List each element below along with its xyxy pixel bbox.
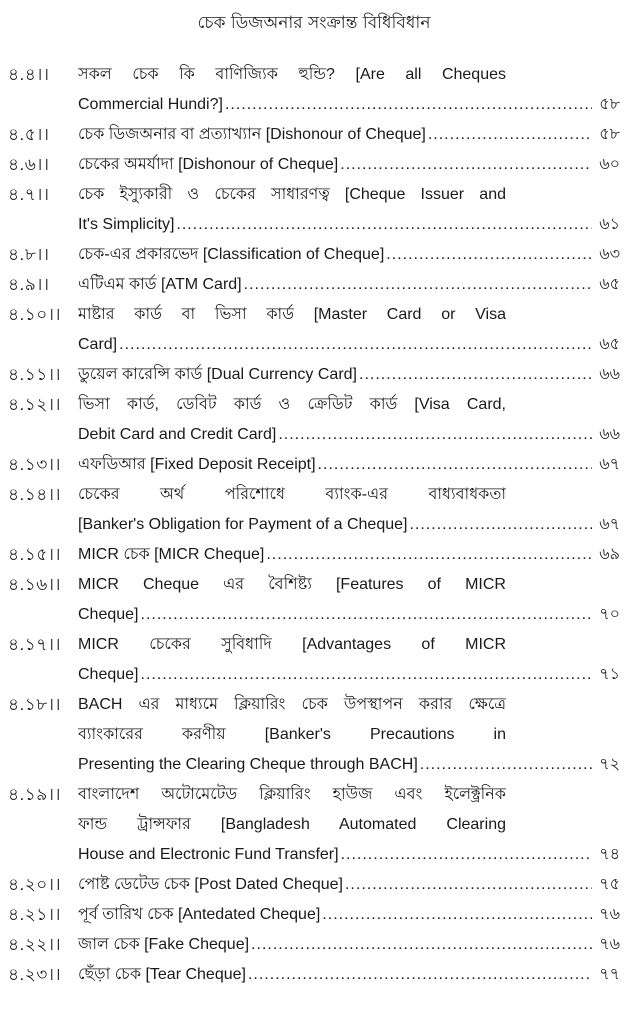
entry-number: ৪.১০।। [8, 305, 61, 324]
entry-number: ৪.৭।। [8, 185, 50, 204]
entry-last-line [78, 330, 620, 360]
toc-entry [8, 180, 620, 240]
entry-title: ডুয়েল কারেন্সি কার্ড [Dual Currency Card] [78, 366, 358, 383]
entry-title: MICR চেক [MICR Cheque] [78, 546, 265, 563]
entry-number: ৪.১৯।। [8, 785, 61, 804]
entry-body [78, 900, 620, 930]
entry-last-line [78, 870, 620, 900]
dot-leader [386, 240, 592, 270]
toc-entry [8, 300, 620, 360]
entry-last-line [78, 840, 620, 870]
entry-title: এফডিআর [Fixed Deposit Receipt] [78, 456, 316, 473]
page-number: ৬০ [599, 156, 620, 173]
toc-entry [8, 60, 620, 120]
entry-last-line [78, 450, 620, 480]
page-number: ৬৫ [599, 336, 620, 353]
page-number: ৭২ [599, 756, 620, 773]
entry-title: চেক-এর প্রকারভেদ [Classification of Cheque] [78, 246, 385, 263]
entry-title: চেকের অমর্যাদা [Dishonour of Cheque] [78, 156, 339, 173]
entry-last-line [78, 360, 620, 390]
entry-last-line [78, 150, 620, 180]
entry-title: Presenting the Clearing Cheque through BACH] [78, 756, 418, 773]
entry-number: ৪.২১।। [8, 905, 61, 924]
entry-number: ৪.৪।। [8, 65, 50, 84]
dot-leader [251, 930, 592, 960]
page-number: ৭৬ [599, 906, 620, 923]
page-number: ৬৭ [599, 516, 620, 533]
entry-body [78, 930, 620, 960]
page-number: ৫৮ [599, 96, 620, 113]
dot-leader [420, 750, 592, 780]
entry-body [78, 150, 620, 180]
page-number: ৭৭ [599, 966, 620, 983]
entry-body [78, 60, 620, 120]
dot-leader [359, 360, 592, 390]
table-of-contents [8, 60, 620, 990]
entry-last-line [78, 420, 620, 450]
page-number: ৭১ [599, 666, 620, 683]
entry-number: ৪.১৩।। [8, 455, 61, 474]
entry-body [78, 450, 620, 480]
entry-number: ৪.২০।। [8, 875, 62, 894]
entry-title-line: MICR চেকের সুবিধাদি [Advantages of MICR [78, 636, 506, 653]
entry-last-line [78, 210, 620, 240]
entry-number: ৪.৯।। [8, 275, 50, 294]
page-number: ৭০ [599, 606, 620, 623]
entry-last-line [78, 930, 620, 960]
entry-body [78, 540, 620, 570]
entry-last-line [78, 510, 620, 540]
entry-title: Cheque] [78, 606, 139, 623]
dot-leader [225, 90, 592, 120]
entry-number: ৪.১২।। [8, 395, 61, 414]
entry-number: ৪.১১।। [8, 365, 61, 384]
dot-leader [340, 150, 592, 180]
toc-entry [8, 960, 620, 990]
entry-body [78, 270, 620, 300]
entry-title: Card] [78, 336, 118, 353]
dot-leader [341, 840, 592, 870]
page-number: ৬৩ [599, 246, 620, 263]
entry-body [78, 120, 620, 150]
entry-title: চেক ডিজঅনার বা প্রত্যাখ্যান [Dishonour of Cheque] [78, 126, 426, 143]
toc-entry [8, 480, 620, 540]
entry-title-line: চেকের অর্থ পরিশোধে ব্যাংক-এর বাধ্যবাধকতা [78, 486, 506, 503]
entry-body [78, 570, 620, 630]
entry-last-line [78, 90, 620, 120]
toc-entry [8, 450, 620, 480]
toc-entry [8, 870, 620, 900]
entry-number: ৪.১৪।। [8, 485, 61, 504]
entry-body [78, 780, 620, 870]
entry-body [78, 240, 620, 270]
toc-entry [8, 120, 620, 150]
entry-title-line: BACH এর মাধ্যমে ক্লিয়ারিং চেক উপস্থাপন করার ক্ষেত্রে [78, 696, 506, 713]
entry-title: পোষ্ট ডেটেড চেক [Post Dated Cheque] [78, 876, 343, 893]
entry-body [78, 360, 620, 390]
dot-leader [176, 210, 592, 240]
entry-title: পূর্ব তারিখ চেক [Antedated Cheque] [78, 906, 321, 923]
entry-body [78, 870, 620, 900]
dot-leader [345, 870, 592, 900]
toc-entry [8, 540, 620, 570]
toc-entry [8, 780, 620, 870]
entry-title-line: ভিসা কার্ড, ডেবিট কার্ড ও ক্রেডিট কার্ড [Visa Card, [78, 396, 506, 413]
page-number: ৬৯ [599, 546, 620, 563]
entry-title: জাল চেক [Fake Cheque] [78, 936, 250, 953]
page-number: ৭৫ [599, 876, 620, 893]
toc-entry [8, 570, 620, 630]
page-number: ৬৫ [599, 276, 620, 293]
dot-leader [428, 120, 592, 150]
dot-leader [141, 660, 593, 690]
entry-title-line: MICR Cheque এর বৈশিষ্ট্য [Features of MICR [78, 576, 506, 593]
dot-leader [318, 450, 592, 480]
dot-leader [322, 900, 592, 930]
dot-leader [244, 270, 592, 300]
entry-title: It's Simplicity] [78, 216, 175, 233]
entry-number: ৪.১৫।। [8, 545, 61, 564]
toc-entry [8, 360, 620, 390]
entry-title: Cheque] [78, 666, 139, 683]
entry-body [78, 480, 620, 540]
page-number: ৬৬ [599, 366, 620, 383]
entry-title-line: সকল চেক কি বাণিজ্যিক হুন্ডি? [Are all Cheques [78, 66, 506, 83]
page-number: ৭৪ [599, 846, 620, 863]
toc-entry [8, 270, 620, 300]
dot-leader [248, 960, 592, 990]
entry-last-line [78, 600, 620, 630]
entry-number: ৪.২২।। [8, 935, 62, 954]
entry-body [78, 300, 620, 360]
entry-body [78, 630, 620, 690]
entry-number: ৪.১৭।। [8, 635, 61, 654]
toc-entry [8, 900, 620, 930]
entry-body [78, 390, 620, 450]
page-number: ৫৮ [599, 126, 620, 143]
entry-title: Commercial Hundi?] [78, 96, 223, 113]
dot-leader [141, 600, 593, 630]
toc-entry [8, 690, 620, 780]
entry-number: ৪.২৩।। [8, 965, 62, 984]
entry-title: ছেঁড়া চেক [Tear Cheque] [78, 966, 246, 983]
entry-number: ৪.৬।। [8, 155, 50, 174]
entry-last-line [78, 750, 620, 780]
entry-title-line: চেক ইস্যুকারী ও চেকের সাধারণত্ব [Cheque Issuer and [78, 186, 506, 203]
entry-title: Debit Card and Credit Card] [78, 426, 277, 443]
entry-number: ৪.৫।। [8, 125, 50, 144]
toc-entry [8, 240, 620, 270]
dot-leader [266, 540, 592, 570]
toc-entry [8, 390, 620, 450]
entry-last-line [78, 240, 620, 270]
entry-body [78, 690, 620, 780]
entry-title: এটিএম কার্ড [ATM Card] [78, 276, 242, 293]
page-number: ৬১ [599, 216, 620, 233]
page-number: ৬৬ [599, 426, 620, 443]
entry-body [78, 180, 620, 240]
entry-number: ৪.৮।। [8, 245, 50, 264]
toc-entry [8, 930, 620, 960]
dot-leader [119, 330, 592, 360]
entry-title-line: ব্যাংকারের করণীয় [Banker's Precautions in [78, 726, 506, 743]
entry-title-line: বাংলাদেশ অটোমেটেড ক্লিয়ারিং হাউজ এবং ইলেক্ট্রনিক [78, 786, 506, 803]
entry-title-line: মাষ্টার কার্ড বা ভিসা কার্ড [Master Card or Visa [78, 306, 506, 323]
entry-number: ৪.১৮।। [8, 695, 61, 714]
entry-last-line [78, 120, 620, 150]
dot-leader [409, 510, 592, 540]
entry-last-line [78, 660, 620, 690]
entry-title-line: ফান্ড ট্রান্সফার [Bangladesh Automated Clearing [78, 816, 506, 833]
toc-entry [8, 630, 620, 690]
page-title: চেক ডিজঅনার সংক্রান্ত বিধিবিধান [197, 13, 431, 33]
entry-last-line [78, 960, 620, 990]
entry-number: ৪.১৬।। [8, 575, 61, 594]
entry-last-line [78, 270, 620, 300]
entry-title: [Banker's Obligation for Payment of a Cheque] [78, 516, 408, 533]
page-number: ৭৬ [599, 936, 620, 953]
entry-last-line [78, 900, 620, 930]
dot-leader [278, 420, 592, 450]
toc-entry [8, 150, 620, 180]
entry-last-line [78, 540, 620, 570]
entry-title: House and Electronic Fund Transfer] [78, 846, 339, 863]
entry-body [78, 960, 620, 990]
page-number: ৬৭ [599, 456, 620, 473]
